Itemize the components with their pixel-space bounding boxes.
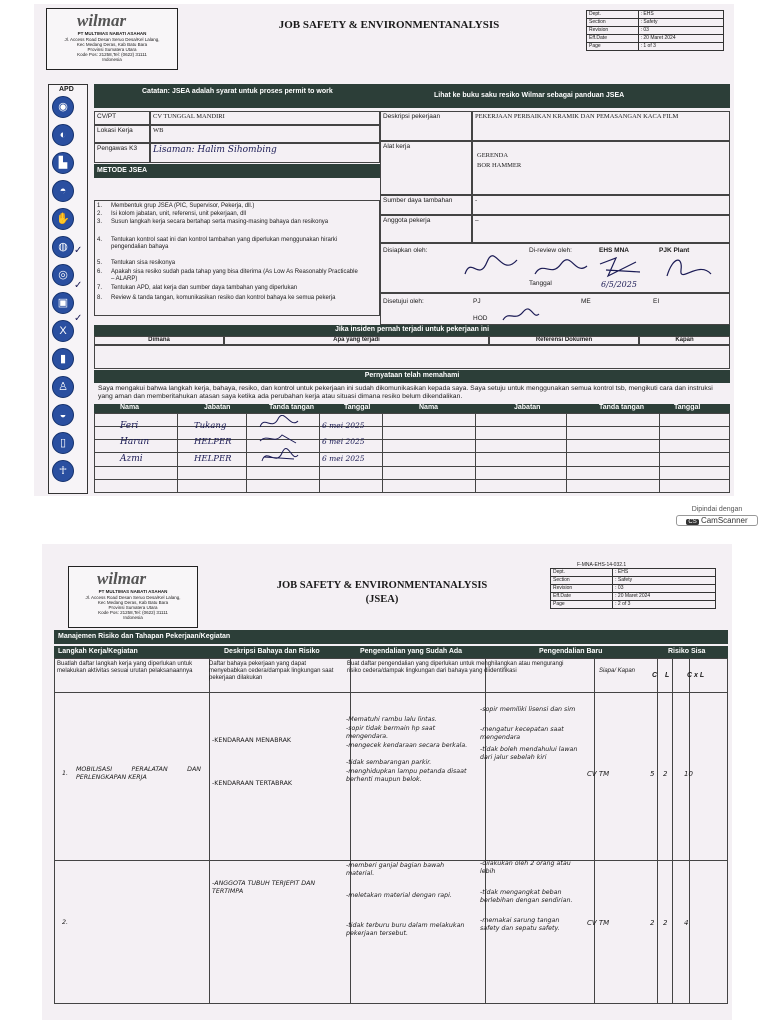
hod-label: HOD (473, 315, 488, 322)
signer-2-tanggal: 6 mei 2025 (322, 437, 365, 446)
pjk-label: PJK Plant (659, 247, 690, 254)
signer-3-nama: Azmi (120, 454, 143, 464)
signer-2-nama: Harun (120, 437, 150, 447)
signer-2-jabatan: HELPER (194, 437, 232, 447)
sign-table (94, 413, 730, 493)
anggota-label: Anggota pekerja (380, 215, 472, 243)
camscanner-logo-icon: CS (688, 519, 697, 525)
pengawas-label: Pengawas K3 (94, 143, 150, 163)
page-title: JOB SAFETY & ENVIRONMENTANALYSIS (276, 580, 488, 591)
note-right: Lihat ke buku saku resiko Wilmar sebagai panduan JSEA (434, 92, 625, 99)
safety-boots-icon: ▙ (52, 152, 74, 174)
jsea-page-1 (34, 4, 734, 496)
company-address-4: Kode Pos: 21258,Tel: (0622) 31111 (98, 610, 168, 615)
camscanner-line2: CS CamScanner (676, 515, 758, 526)
signer-1-jabatan: Tukang (194, 421, 227, 431)
company-name: PT MULTIMAS NABATI ASAHAN (98, 589, 168, 594)
body-protection-icon: ☥ (52, 460, 74, 482)
page-subtitle: (JSEA) (365, 594, 399, 605)
note-left: Catatan: JSEA adalah syarat untuk proses permit to work (142, 88, 333, 95)
company-address-2: Kec Medang Deras, Kab Batu Bara (97, 600, 169, 605)
ehs-label: EHS MNA (599, 247, 629, 254)
company-address-3: Provinsi Sumatera Utara (108, 605, 158, 610)
alat-2: BOR HAMMER (477, 162, 522, 169)
row2-cxl: 4 (684, 919, 689, 927)
row1-no: 1. (62, 770, 69, 777)
checkmark-icon: ✓ (74, 280, 83, 291)
cvpt-label: CV/PT (94, 111, 150, 125)
row1-ada-2: -sopir tidak bermain hp saat mengendara. (346, 725, 436, 740)
row2-ada-2: -meletakan material dengan rapi. (346, 892, 452, 899)
company-address-3: Provinsi Sumatera Utara (87, 47, 137, 52)
risk-table (54, 658, 728, 1004)
signature-prepared (461, 254, 521, 282)
row2-bahaya-1: -ANGGOTA TUBUH TERJEPIT DAN TERTIMPA (212, 880, 316, 895)
desc-pengendalian: Buat daftar pengendalian yang diperlukan untuk menghilangkan atau mengurangi risiko cedera/dampak lingkungan dari bahaya yang diidentifikasi (347, 661, 564, 674)
deskripsi-value: PEKERJAAN PERBAIKAN KRAMIK DAN PEMASANGAN KACA FILM (472, 111, 730, 141)
checkmark-icon: ✓ (74, 313, 83, 324)
row2-ada-1: -memberi ganjal bagian bawah material. (346, 862, 445, 877)
metode-bar (94, 164, 380, 178)
wilmar-logo: wilmar (77, 11, 127, 30)
step-6: Apakah sisa resiko sudah pada tahap yang bisa diterima (As Low As Reasonably Practicable – ALARP) (111, 269, 358, 282)
row1-ada-4: -tidak sembarangan parkir. (346, 759, 432, 766)
step-2: Isi kolom jabatan, unit, referensi, unit pekerjaan, dll (111, 211, 247, 217)
row1-siapa: CV TM (587, 770, 610, 778)
company-address-1: Jl. Access Road Desan Seruo Desa/Kel Lalang, (85, 595, 181, 600)
row1-c: 5 (650, 770, 655, 778)
disetujui-label: Disetujui oleh: (383, 298, 424, 305)
company-address-5: Indonesia (102, 57, 122, 62)
row2-ada-3: -tidak terburu buru dalam melakukan pekerjaan tersebut. (346, 922, 465, 937)
lokasi-label: Lokasi Kerja (94, 125, 150, 143)
desc-l: L (665, 672, 670, 679)
alat-1: GERENDA (477, 152, 509, 159)
tanggal-label: Tanggal (529, 280, 552, 287)
apd-column (48, 84, 88, 494)
helmet-icon: ◓ (52, 180, 74, 202)
row2-baru-2: -tidak mengangkat beban berlebihan dengan sendirian. (480, 889, 573, 904)
row1-cxl: 10 (684, 770, 693, 778)
row2-c: 2 (650, 919, 655, 927)
pernyataan-text: Saya mengakui bahwa langkah kerja, bahaya, resiko, dan kontrol untuk pekerjaan ini sudah dikomunikasikan kepada saya. Saya setuju untuk menggunakan semua kontrol tsb, mengikuti cara dan instruksi yang aman dan memberitahukan atasan saya ketika ada perubahan kerja atau situasi dimana resiko belum dikendalikan. (98, 385, 713, 400)
signer-3-signature (256, 447, 301, 467)
step-4: Tentukan kontrol saat ini dan kontrol tambahan yang diperlukan menggunakan hirarki pengendalian bahaya (111, 237, 338, 250)
signature-reviewed (531, 256, 591, 280)
metode-label: METODE JSEA (97, 167, 148, 174)
apron-icon: ▮ (52, 348, 74, 370)
signer-1-nama: Feri (120, 421, 139, 431)
signature-pjk (661, 254, 716, 280)
sumber-value: - (472, 195, 730, 215)
company-name: PT MULTIMAS NABATI ASAHAN (77, 31, 147, 36)
col-pengendalian-baru: Pengendalian Baru (539, 648, 603, 655)
cvpt-value: CV TUNGGAL MANDIRI (150, 111, 380, 125)
insiden-col-kapan: Kapan (639, 336, 730, 345)
camscanner-line1: Dipindai dengan (691, 506, 743, 513)
insiden-col-apa: Apa yang terjadi (224, 336, 489, 345)
row1-ada-3: -mengecek kendaraan secara berkala. (346, 742, 468, 749)
document-meta: Dept. : EHS Section : Safety Revision : 03 Eff.Date : 20 Maret 2024 Page : 2 of 3 (550, 568, 716, 609)
camscanner-watermark (676, 506, 758, 526)
col-langkah: Langkah Kerja/Kegiatan (58, 648, 138, 655)
step-8: Review & tanda tangan, komunikasikan resiko dan kontrol bahaya ke semua pekerja (111, 295, 336, 301)
row2-no: 2. (62, 919, 69, 926)
ear-protection-icon: ◐ (52, 124, 74, 146)
gloves-icon: ✋ (52, 208, 74, 230)
ei-label: EI (653, 298, 660, 305)
row1-baru-3: -tidak boleh mendahului lawan dari jalur sebelah kiri (480, 746, 578, 761)
alat-values (472, 141, 730, 195)
disiapkan-cell (380, 243, 730, 293)
row1-bahaya-2: -KENDARAAN TERTABRAK (212, 780, 293, 787)
row2-l: 2 (663, 919, 668, 927)
page-title: JOB SAFETY & ENVIRONMENTANALYSIS (278, 19, 500, 31)
company-address-4: Kode Pos: 21258,Tel: (0622) 31111 (77, 52, 147, 57)
step-5: Tentukan sisa resikonya (111, 260, 176, 266)
harness-icon: X (52, 320, 74, 342)
row2-baru-1: -dilakukan oleh 2 orang atau lebih (480, 860, 571, 875)
overall-icon: ♙ (52, 376, 74, 398)
step-1: Membentuk grup JSEA (PIC, Supervisor, Pekerja, dll.) (111, 203, 255, 209)
alat-label: Alat kerja (380, 141, 472, 195)
signer-1-tanggal: 6 mei 2025 (322, 421, 365, 430)
mask-icon: ▣ (52, 292, 74, 314)
face-shield-icon: ◍ (52, 236, 74, 258)
desc-langkah: Buatlah daftar langkah kerja yang diperlukan untuk melakukan aktivitas sesuai urutan pelaksanaannya (57, 661, 193, 674)
signer-1-signature (256, 415, 301, 431)
company-address-2: Kec Medang Deras, Kab Batu Bara (76, 42, 148, 47)
welding-helmet-icon: ◒ (52, 404, 74, 426)
me-label: ME (581, 298, 591, 305)
apd-label: APD (59, 86, 74, 93)
desc-c: C (652, 672, 658, 679)
deskripsi-label: Deskripsi pekerjaan (380, 111, 472, 141)
signer-2-signature (256, 431, 301, 447)
pernyataan-title: Pernyataan telah memahami (364, 372, 460, 379)
disiapkan-label: Disiapkan oleh: (383, 247, 428, 254)
row1-ada-5: -menghidupkan lampu petanda disaat berhenti maupun belok. (346, 768, 467, 783)
tanggal-hand: 6/5/2025 (601, 280, 637, 289)
sumber-label: Sumber daya tambahan (380, 195, 472, 215)
jsea-page-2 (42, 544, 732, 1020)
document-meta: Dept. : EHS Section : Safety Revision : 03 Eff.Date : 20 Maret 2024 Page : 1 of 3 (586, 10, 724, 51)
desc-deskripsi: Daftar bahaya pekerjaan yang dapat menyebabkan cedera/dampak lingkungan saat pekerjaan dilakukan (209, 661, 334, 681)
insiden-row (94, 345, 730, 369)
insiden-col-dimana: Dimana (94, 336, 224, 345)
company-header (68, 566, 198, 628)
row1-baru-1: -sopir memiliki lisensi dan sim (480, 706, 576, 713)
signature-hod (501, 308, 541, 324)
pj-label: PJ (473, 298, 481, 305)
desc-cxl: C x L (687, 672, 705, 679)
col-deskripsi: Deskripsi Bahaya dan Risiko (224, 648, 320, 655)
checkmark-icon: ✓ (74, 245, 83, 256)
steps-list: 1. Membentuk grup JSEA (PIC, Supervisor, Pekerja, dll.) 2. Isi kolom jabatan, unit, referensi, unit pekerjaan, dll 3. Susun langkah kerja secara bertahap serta masing-masing bahaya dan resikonya 4. Tentukan kontrol saat ini dan kontrol tambahan yang diperlukan menggunakan hirarki pengendalian bahaya 5. Tentukan sisa resikonya 6. Apakah sisa resiko sudah pada tahap yang bisa diterima (As Low As Reasonably Practicable – ALARP) 7. Tentukan APD, alat kerja dan sumber daya tambahan yang diperlukan 8. Review & tanda tangan, komunikasikan resiko dan kontrol bahaya ke semua pekerja (94, 200, 380, 316)
company-header (46, 8, 178, 70)
col-pengendalian-ada: Pengendalian yang Sudah Ada (360, 648, 463, 655)
form-code: F-MNA-EHS-14-032.1 (577, 562, 627, 568)
lokasi-value: WB (150, 125, 380, 143)
respirator-icon: ◎ (52, 264, 74, 286)
note-bar (94, 84, 730, 108)
anggota-value: – (472, 215, 730, 243)
disetujui-cell (380, 293, 730, 325)
safety-glasses-icon: ◉ (52, 96, 74, 118)
col-header-row (54, 646, 728, 658)
step-3: Susun langkah kerja secara bertahap serta masing-masing bahaya dan resikonya (111, 219, 329, 225)
pengawas-value: Lisaman: Halim Sihombing (150, 143, 380, 163)
direview-label: Di-review oleh: (529, 247, 572, 254)
boots-icon: ▯ (52, 432, 74, 454)
insiden-col-referensi: Referensi Dokumen (489, 336, 639, 345)
row1-langkah: MOBILISASI PERALATAN DAN PERLENGKAPAN KERJA (76, 766, 201, 781)
row2-siapa: CV TM (587, 919, 610, 927)
col-risiko-sisa: Risiko Sisa (668, 648, 706, 655)
pernyataan-bar (94, 370, 730, 383)
wilmar-logo: wilmar (97, 569, 147, 588)
desc-siapa: Siapa/ Kapan (598, 668, 636, 674)
row1-baru-2: -mengatur kecepatan saat mengendara (480, 726, 564, 741)
insiden-bar (94, 325, 730, 336)
company-address-5: Indonesia (123, 615, 143, 620)
insiden-title: Jika insiden pernah terjadi untuk pekerjaan ini (334, 326, 490, 333)
company-address-1: Jl. Access Road Desan Seruo Desa/Kel Lalang, (64, 37, 160, 42)
section-title: Manajemen Risiko dan Tahapan Pekerjaan/Kegiatan (58, 633, 231, 640)
signer-3-tanggal: 6 mei 2025 (322, 454, 365, 463)
row2-baru-3: -memakai sarung tangan safety dan sepatu safety. (480, 917, 560, 932)
row1-bahaya-1: -KENDARAAN MENABRAK (212, 737, 292, 744)
sign-header: Nama Jabatan Tanda tangan Tanggal Nama Jabatan Tanda tangan Tanggal (94, 404, 730, 413)
row1-ada-1: -Mematuhi rambu lalu lintas. (346, 716, 437, 723)
step-7: Tentukan APD, alat kerja dan sumber daya tambahan yang diperlukan (111, 285, 298, 291)
signature-ehs (596, 254, 646, 280)
row1-l: 2 (663, 770, 668, 778)
signer-3-jabatan: HELPER (194, 454, 232, 464)
section-title-bar (54, 630, 728, 644)
